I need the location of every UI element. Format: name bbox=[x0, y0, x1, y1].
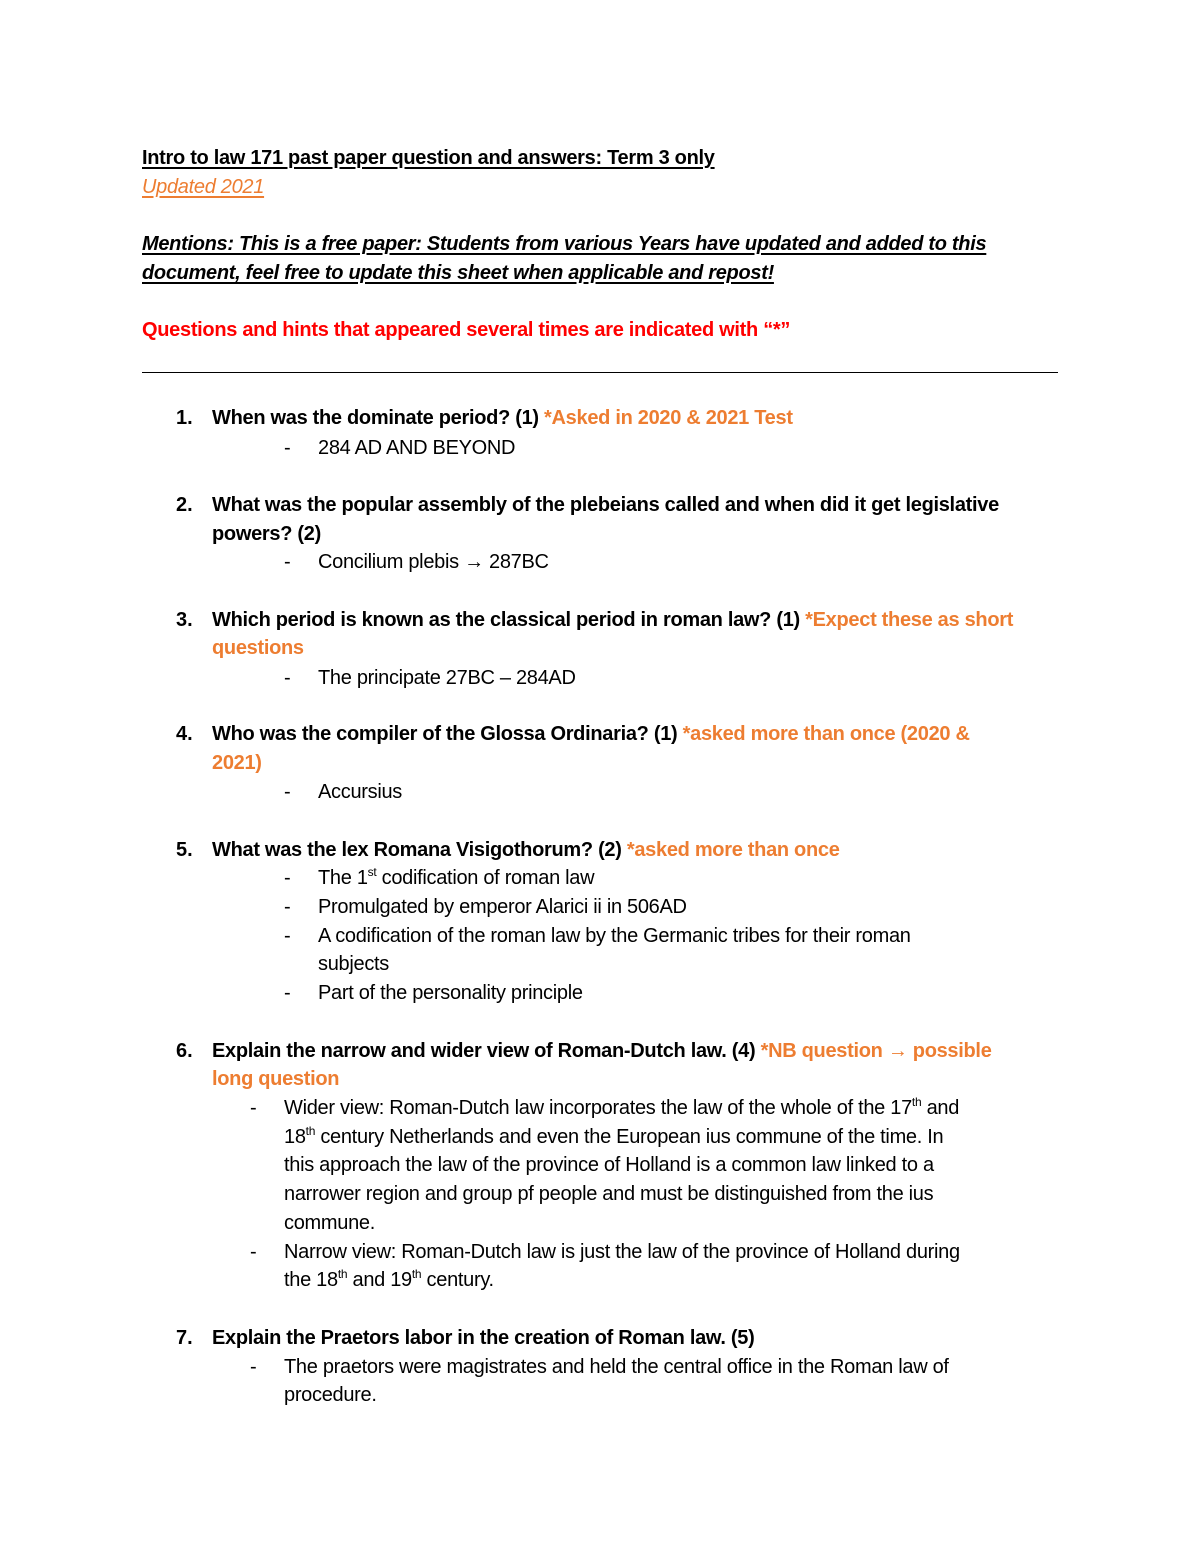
question-6-hint-cont: long question bbox=[212, 1068, 340, 1090]
answer-item: Narrow view: Roman-Dutch law is just the law of the province of Holland during bbox=[284, 1241, 960, 1263]
bullet-dash: - bbox=[284, 551, 291, 573]
question-4-hint-cont: 2021) bbox=[212, 752, 262, 774]
bullet-dash: - bbox=[284, 867, 291, 889]
answer-item: Concilium plebis → 287BC bbox=[318, 551, 549, 573]
question-4-hint: *asked more than once (2020 & bbox=[682, 723, 970, 745]
question-number: 3. bbox=[176, 609, 193, 631]
answer-item: The 1st codification of roman law bbox=[318, 865, 595, 889]
answer-item: 284 AD AND BEYOND bbox=[318, 437, 516, 459]
question-number: 7. bbox=[176, 1327, 193, 1349]
question-7-text: Explain the Praetors labor in the creation of Roman law. (5) bbox=[212, 1327, 755, 1349]
answer-item: The principate 27BC – 284AD bbox=[318, 667, 576, 689]
question-2-line-2: powers? (2) bbox=[212, 523, 321, 545]
bullet-dash: - bbox=[284, 925, 291, 947]
answer-item-cont: the 18th and 19th century. bbox=[284, 1267, 494, 1291]
horizontal-divider bbox=[142, 372, 1058, 373]
answer-item-cont: commune. bbox=[284, 1212, 375, 1234]
bullet-dash: - bbox=[284, 437, 291, 459]
question-1-text: When was the dominate period? (1) *Asked in 2020 & 2021 Test bbox=[212, 407, 793, 429]
updated-note: Updated 2021 bbox=[142, 176, 265, 198]
bullet-dash: - bbox=[250, 1356, 257, 1378]
question-6-hint: *NB question → possible bbox=[760, 1040, 992, 1062]
bullet-dash: - bbox=[250, 1097, 257, 1119]
answer-item: A codification of the roman law by the Germanic tribes for their roman bbox=[318, 925, 911, 947]
answer-item-cont: procedure. bbox=[284, 1384, 377, 1406]
answer-item: Wider view: Roman-Dutch law incorporates the law of the whole of the 17th and bbox=[284, 1095, 960, 1119]
bullet-dash: - bbox=[284, 667, 291, 689]
question-1-hint: *Asked in 2020 & 2021 Test bbox=[544, 407, 793, 429]
answer-item: The praetors were magistrates and held the central office in the Roman law of bbox=[284, 1356, 949, 1378]
question-3-hint-cont: questions bbox=[212, 637, 304, 659]
document-title: Intro to law 171 past paper question and answers: Term 3 only bbox=[142, 147, 715, 169]
question-5-text: What was the lex Romana Visigothorum? (2) *asked more than once bbox=[212, 839, 840, 861]
bullet-dash: - bbox=[250, 1241, 257, 1263]
answer-item-cont: narrower region and group pf people and must be distinguished from the ius bbox=[284, 1183, 934, 1205]
answer-item: Promulgated by emperor Alarici ii in 506AD bbox=[318, 896, 687, 918]
answer-item: Accursius bbox=[318, 781, 402, 803]
question-3-hint: *Expect these as short bbox=[805, 609, 1014, 631]
question-3-text: Which period is known as the classical period in roman law? (1) *Expect these as short bbox=[212, 609, 1014, 631]
bullet-dash: - bbox=[284, 896, 291, 918]
bullet-dash: - bbox=[284, 982, 291, 1004]
question-5-hint: *asked more than once bbox=[626, 839, 840, 861]
answer-item-cont: subjects bbox=[318, 953, 389, 975]
mentions-line-1: Mentions: This is a free paper: Students from various Years have updated and added to this bbox=[142, 233, 987, 255]
answer-item: Part of the personality principle bbox=[318, 982, 583, 1004]
question-number: 4. bbox=[176, 723, 193, 745]
answer-item-cont: 18th century Netherlands and even the European ius commune of the time. In bbox=[284, 1124, 944, 1148]
question-2-line-1: What was the popular assembly of the plebeians called and when did it get legislative bbox=[212, 494, 999, 516]
question-number: 5. bbox=[176, 839, 193, 861]
question-number: 6. bbox=[176, 1040, 193, 1062]
bullet-dash: - bbox=[284, 781, 291, 803]
legend-text: Questions and hints that appeared several times are indicated with “*” bbox=[142, 319, 791, 341]
answer-item-cont: this approach the law of the province of Holland is a common law linked to a bbox=[284, 1154, 934, 1176]
mentions-line-2: document, feel free to update this sheet when applicable and repost! bbox=[142, 262, 774, 284]
question-number: 2. bbox=[176, 494, 193, 516]
question-4-text: Who was the compiler of the Glossa Ordinaria? (1) *asked more than once (2020 & bbox=[212, 723, 970, 745]
question-6-text: Explain the narrow and wider view of Roman-Dutch law. (4) *NB question → possible bbox=[212, 1040, 992, 1062]
question-number: 1. bbox=[176, 407, 193, 429]
